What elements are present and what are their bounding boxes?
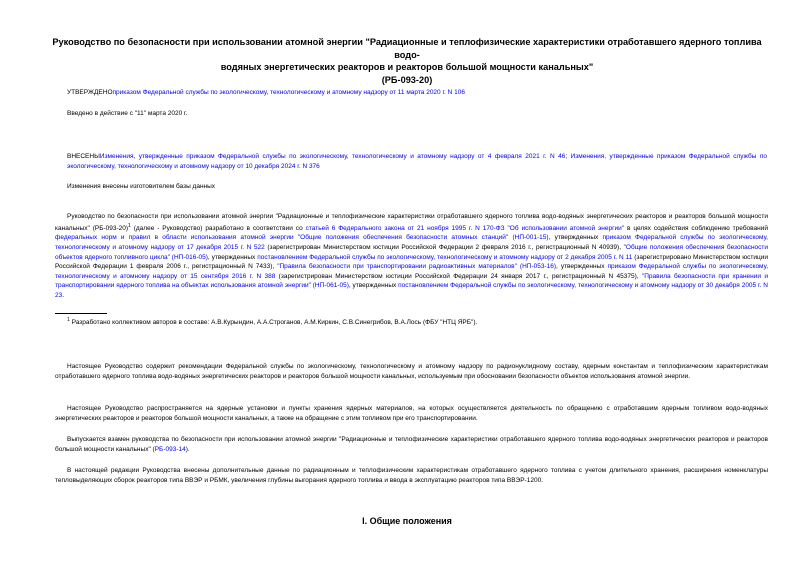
intro-text: (зарегистрировано Министерством юстиции Российской Федерации 1 февраля 2006 г., регистрационный N 7433), — [55, 253, 768, 271]
paragraph-changes: В настоящей редакции Руководства внесены дополнительные данные по радиационным и теплофизическим характеристикам отработавшего ядерного топлива с учетом длительного хранения, расширения номенклатуры тепловыделяющих сборок реакторов типа ВВЭР и РБМК, увеличения глубины выгорания ядерного топлива и ввода в эксплуатацию реакторов типа ВВЭР-1200. — [55, 467, 768, 484]
resolution-11-link[interactable]: постановлением Федеральной службы по экологическому, технологическому и атомному надзору от 2 декабря 2005 г. N 11 — [257, 253, 633, 261]
paragraph-replaces — [55, 435, 768, 454]
intro-text: Руководство по безопасности при использовании атомной энергии "Радиационные и теплофизические характеристики отработавшего ядерного топлива водо-водяных энергетических реакторов и реакторов большой мощности канальных" (РБ-093-20) — [55, 213, 768, 232]
footnote — [67, 316, 767, 328]
approved-order-link[interactable]: приказом Федеральной службы по экологическому, технологическому и атомному надзору от 11 марта 2020 г. N 106 — [112, 89, 466, 96]
amendments-separator: ; — [565, 153, 571, 160]
paragraph-purpose: Настоящее Руководство содержит рекомендации Федеральной службы по экологическому, технологическому и атомному надзору по радионуклидному составу, ядерным константам и теплофизическим характеристикам отработавшего ядерного топлива водо-водяных энергетических реакторов и реакторов большой мощности канальных, используемым при обосновании безопасности объектов использования атомной энергии. — [55, 363, 768, 380]
np-001-15-link[interactable]: федеральных норм и правил в области использования атомной энергии "Общие положения обеспечения безопасности атомных станций" (НП-001-15) — [55, 234, 549, 242]
np-061-05-link[interactable]: "Правила безопасности при хранении и транспортировании ядерного топлива на объектах использования атомной энергии" (НП-061-05) — [55, 272, 768, 290]
effective-date: Введено в действие с "11" марта 2020 г. — [67, 110, 188, 117]
intro-text: в целях содействия соблюдению требований — [624, 224, 768, 232]
intro-text: (далее - Руководство) разработано в соответствии со — [130, 224, 306, 232]
amendment-link-2021[interactable]: Изменения, утвержденные приказом Федеральной службы по экологическому, технологическому и атомному надзору от 4 февраля 2021 г. N 46 — [99, 153, 566, 160]
amendments-label: ВНЕСЕНЫ — [67, 153, 100, 160]
approved-label: УТВЕРЖДЕНО — [67, 89, 113, 96]
intro-text: , утвержденных — [207, 253, 258, 261]
section-heading: I. Общие положения — [362, 516, 452, 526]
intro-text: , утвержденных — [556, 263, 608, 271]
order-388-link[interactable]: приказом Федеральной службы по экологическому, технологическому и атомному надзору от 15 сентября 2016 г. N 388 — [55, 263, 769, 280]
np-053-16-link[interactable]: "Правила безопасности при транспортировании радиоактивных материалов" (НП-053-16) — [277, 263, 557, 271]
rb-093-14-link[interactable]: РБ-093-14 — [154, 445, 186, 453]
replaces-text: Выпускается взамен руководства по безопасности при использовании атомной энергии "Радиационные и теплофизические характеристики отработавшего ядерного топлива водо-водяных энергетических реакторов и реакторов большой мощности канальных" ( — [55, 436, 768, 453]
footnote-divider — [55, 313, 107, 314]
intro-text: . — [62, 291, 65, 299]
np-016-05-link[interactable]: "Общие положения обеспечения безопасности объектов ядерного топливного цикла" (НП-016-05) — [55, 243, 769, 261]
approved-line — [67, 88, 767, 98]
intro-paragraph — [55, 212, 768, 301]
title-line-3: (РБ-093-20) — [381, 74, 433, 85]
intro-text: , утвержденных — [548, 234, 603, 242]
intro-text: (зарегистрирован Министерством юстиции Российской Федерации 24 января 2017 г., регистрационный N 45375), — [275, 272, 642, 280]
title-line-1: Руководство по безопасности при использовании атомной энергии "Радиационные и теплофизические характеристики отработавшего ядерного топлива водо- — [52, 37, 762, 60]
amendments-block — [67, 152, 767, 171]
resolution-23-link[interactable]: постановлением Федеральной службы по экологическому, технологическому и атомному надзору от 30 декабря 2005 г. N 23 — [55, 282, 768, 299]
document-title — [40, 36, 774, 86]
footnote-text: Разработано коллективом авторов в составе: А.В.Курындин, А.А.Строганов, А.М.Киркин, С.В.Синегрибов, В.А.Лось (ФБУ "НТЦ ЯРБ"). — [69, 319, 478, 327]
federal-law-170-link[interactable]: статьей 6 Федерального закона от 21 ноября 1995 г. N 170-ФЗ "Об использовании атомной энергии" — [305, 224, 625, 232]
amendments-note: Изменения внесены изготовителем базы данных — [67, 183, 216, 190]
title-line-2: водяных энергетических реакторов и реакторов большой мощности канальных" — [220, 62, 594, 72]
intro-text: , утвержденных — [348, 282, 399, 290]
order-522-link[interactable]: приказом Федеральной службы по экологическому, технологическому и атомному надзору от 17 декабря 2015 г. N 522 — [55, 234, 768, 251]
paragraph-scope: Настоящее Руководство распространяется на ядерные установки и пункты хранения ядерных материалов, на которых осуществляется деятельность по обращению с отработавшим ядерным топливом водо-водяных энергетических реакторов и реакторов большой мощности канальных, а также на обращение с этим топливом при его транспортировании. — [55, 405, 768, 422]
footnote-mark: 1 — [67, 317, 70, 323]
replaces-end: ). — [185, 445, 190, 453]
footnote-ref[interactable]: 1 — [128, 222, 131, 229]
intro-text: (зарегистрирован Министерством юстиции Российской Федерации 2 февраля 2016 г., регистрационный N 40939), — [264, 243, 624, 251]
amendment-link-2024[interactable]: Изменения, утвержденные приказом Федеральной службы по экологическому, технологическому и атомному надзору от 10 декабря 2024 г. N 376 — [67, 153, 767, 170]
